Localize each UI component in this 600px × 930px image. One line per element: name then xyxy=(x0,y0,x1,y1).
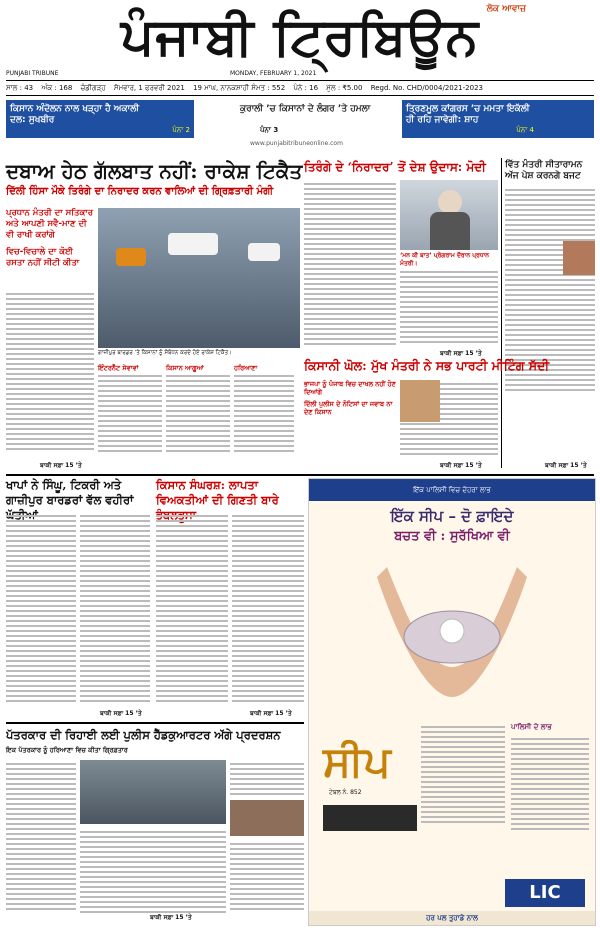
lead-body xyxy=(6,290,94,460)
border-headline: ਖਾਪਾਂ ਨੇ ਸਿੰਘੂ, ਟਿਕਰੀ ਅਤੇ ਗਾਜ਼ੀਪੁਰ ਬਾਰਡਰਾਂ ਵੱਲ ਵਹੀਰਾਂ xyxy=(6,478,134,507)
border-body-2 xyxy=(80,512,150,712)
amarinder-photo xyxy=(400,380,440,422)
cm-meeting-headline: ਕਿਸਾਨੀ ਘੋਲ: ਮੁੱਖ ਮੰਤਰੀ ਨੇ ਸਭ ਪਾਰਟੀ ਮੀਟਿੰਗ ਸੱਦੀ xyxy=(304,358,550,373)
missing-headline: ਕਿਸਾਨ ਸੰਘਰਸ਼: ਲਾਪਤਾ ਵਿਅਕਤੀਆਂ ਦੀ ਗਿਣਤੀ ਬਾਰੇ xyxy=(156,478,279,507)
turban-white xyxy=(168,233,218,255)
website-url: www.punjabitribuneonline.com xyxy=(250,140,343,147)
lead-headline: ਦਬਾਅ ਹੇਠ ਗੱਲਬਾਤ ਨਹੀਂ: ਰਾਕੇਸ਼ ਟਿਕੈਤ xyxy=(6,159,303,183)
ad-qr-strip xyxy=(323,805,417,831)
side-brief-2 xyxy=(230,840,304,920)
ad-top-note: ਇੱਕ ਪਾਲਿਸੀ ਵਿਚ ਦੋਹਰਾ ਲਾਭ xyxy=(309,479,595,501)
modi-photo xyxy=(400,180,498,250)
budget-body xyxy=(505,186,595,456)
side-brief xyxy=(230,760,304,800)
ad-benefits xyxy=(511,735,589,885)
journalist-body-2 xyxy=(80,828,226,922)
ad-slogan: ਹਰ ਪਲ ਤੁਹਾਡੇ ਨਾਲ xyxy=(309,911,595,925)
missing-body xyxy=(156,512,228,712)
modi-caption: ‘ਮਨ ਕੀ ਬਾਤ’ ਪ੍ਰੋਗਰਾਮ ਦੌਰਾਨ ਪ੍ਰਧਾਨ ਮੰਤਰੀ। xyxy=(400,252,490,267)
journalist-subhead: ਇਕ ਪੱਤਰਕਾਰ ਨੂੰ ਹਰਿਆਣਾ ਵਿਚ ਕੀਤਾ ਗ੍ਰਿਫ਼ਤਾਰ xyxy=(6,746,128,754)
lead-bullets: ਪ੍ਰਧਾਨ ਮੰਤਰੀ ਦਾ ਸਤਿਕਾਰ ਅਤੇ ਆਪਣੀ ਸਵੈ-ਮਾਣ ਦੀ ਵੀ ਰਾਖੀ ਕਰਾਂਗੇ ਵਿਚ-ਵਿਚਾਲੇ ਦਾ ਕੋਈ ਰਸਤਾ ਨਹੀਂ ਸੀਟੀ ਕੀਤਾ xyxy=(6,208,93,268)
masthead-tagline: ਲੋਕ ਆਵਾਜ਼ xyxy=(486,4,526,14)
lead-photo-caption: ਗਾਜ਼ੀਪੁਰ ਬਾਰਡਰ ’ਤੇ ਕਿਸਾਨਾਂ ਨੂੰ ਸੰਬੋਧਨ ਕਰਦੇ ਹੋਏ ਰਾਕੇਸ਼ ਟਿਕੈਤ। xyxy=(98,350,232,356)
rahul-photo xyxy=(230,800,304,836)
sitharaman-photo xyxy=(563,241,595,275)
edition-info-bar: ਸਾਲ : 43 ਅੰਕ : 168 ਚੰਡੀਗੜ੍ਹ ਸੋਮਵਾਰ, 1 ਫਰਵਰੀ 2021 19 ਮਾਘ, ਨਾਨਕਸ਼ਾਹੀ ਸੰਮਤ : 552 ਪੰਨੇ : 16 ਮੁੱਲ : ₹5.00 Regd. No. CHD/0004/2021-2023 xyxy=(6,80,594,96)
journalist-body xyxy=(6,760,76,920)
promo-kurali[interactable]: ਕੁਰਾਲੀ ’ਚ ਕਿਸਾਨਾਂ ਦੇ ਲੰਗਰ ’ਤੇ ਹਮਲਾ ਪੰਨਾ 3 xyxy=(200,100,396,138)
protest-photo xyxy=(80,760,226,824)
ad-plan-number: ਟੇਬਲ ਨੰ. 852 xyxy=(329,789,362,796)
budget-headline: ਵਿੱਤ ਮੰਤਰੀ ਸੀਤਾਰਾਮਨ ਅੱਜ ਪੇਸ਼ ਕਰਨਗੇ ਬਜਟ xyxy=(505,160,583,181)
lower-rule xyxy=(6,722,304,724)
ad-benefits-title: ਪਾਲਿਸੀ ਦੇ ਲਾਭ xyxy=(511,723,552,731)
modi-headline: ਤਿਰੰਗੇ ਦੇ ‘ਨਿਰਾਦਰ’ ਤੋਂ ਦੇਸ਼ ਉਦਾਸ: ਮੋਦੀ xyxy=(304,160,486,174)
modi-body xyxy=(304,180,396,350)
ad-plan-name: ਸੀਪ xyxy=(323,737,391,786)
cm-meeting-body xyxy=(400,380,498,464)
promo-mamata[interactable]: ਤ੍ਰਿਣਮੂਲ ਕਾਂਗਰਸ ’ਚ ਮਮਤਾ ਇਕੱਲੀ ਹੀ ਰਹਿ ਜਾਵੇਗੀ: ਸ਼ਾਹ ਪੰਨਾ 4 xyxy=(402,100,594,138)
sidebar-divider xyxy=(501,158,502,468)
english-name: PUNJABI TRIBUNE xyxy=(6,70,59,77)
lic-logo: LIC xyxy=(505,879,585,907)
cm-meeting-bullets: ਭਾਜਪਾ ਨੂੰ ਪੰਜਾਬ ਵਿਚ ਦਾਖਲ ਨਹੀਂ ਹੋਣ ਦਿਆਂਗੇ ਦਿੱਲੀ ਪੁਲੀਸ ਦੇ ਨੋਟਿਸਾਂ ਦਾ ਜਵਾਬ ਨਾ ਦੇਣ ਕਿਸਾਨ xyxy=(304,380,396,416)
lead-inner-stories: ਇੰਟਰਨੈੱਟ ਸੇਵਾਵਾਂ ਕਿਸਾਨ ਆਗੂਆਂ ਹਰਿਆਣਾ xyxy=(98,364,298,474)
lead-photo xyxy=(98,208,300,348)
ad-hands-shell xyxy=(367,557,537,707)
border-body xyxy=(6,512,76,712)
missing-body-2 xyxy=(232,512,304,712)
turban-orange xyxy=(116,248,146,266)
ad-features xyxy=(421,723,505,873)
ad-subheadline: ਬਚਤ ਵੀ : ਸੁਰੱਖਿਆ ਵੀ xyxy=(394,529,510,544)
turban-white-2 xyxy=(248,243,280,261)
journalist-headline: ਪੱਤਰਕਾਰ ਦੀ ਰਿਹਾਈ ਲਈ ਪੁਲੀਸ ਹੈੱਡਕੁਆਰਟਰ ਅੱਗੇ ਪ੍ਰਦਰਸ਼ਨ xyxy=(6,728,281,742)
english-date: MONDAY, FEBRUARY 1, 2021 xyxy=(230,70,317,77)
modi-body-2 xyxy=(400,268,498,350)
fold-rule xyxy=(6,474,594,476)
lead-subhead: ਦਿੱਲੀ ਹਿੰਸਾ ਮੌਕੇ ਤਿਰੰਗੇ ਦਾ ਨਿਰਾਦਰ ਕਰਨ ਵਾਲਿਆਂ ਦੀ ਗ੍ਰਿਫ਼ਤਾਰੀ ਮੰਗੀ xyxy=(6,186,274,197)
ad-headline: ਇੱਕ ਸੀਪ – ਦੋ ਫ਼ਾਇਦੇ xyxy=(390,507,514,525)
promo-akali-dal[interactable]: ਕਿਸਾਨ ਅੰਦੋਲਨ ਨਾਲ ਖੜ੍ਹਾ ਹੈ ਅਕਾਲੀ ਦਲ: ਸੁਖਬੀਰ ਪੰਨਾ 2 xyxy=(6,100,194,138)
lic-advertisement[interactable] xyxy=(308,478,596,926)
newspaper-title: ਪੰਜਾਬੀ ਟ੍ਰਿਬਿਊਨ xyxy=(120,6,480,67)
